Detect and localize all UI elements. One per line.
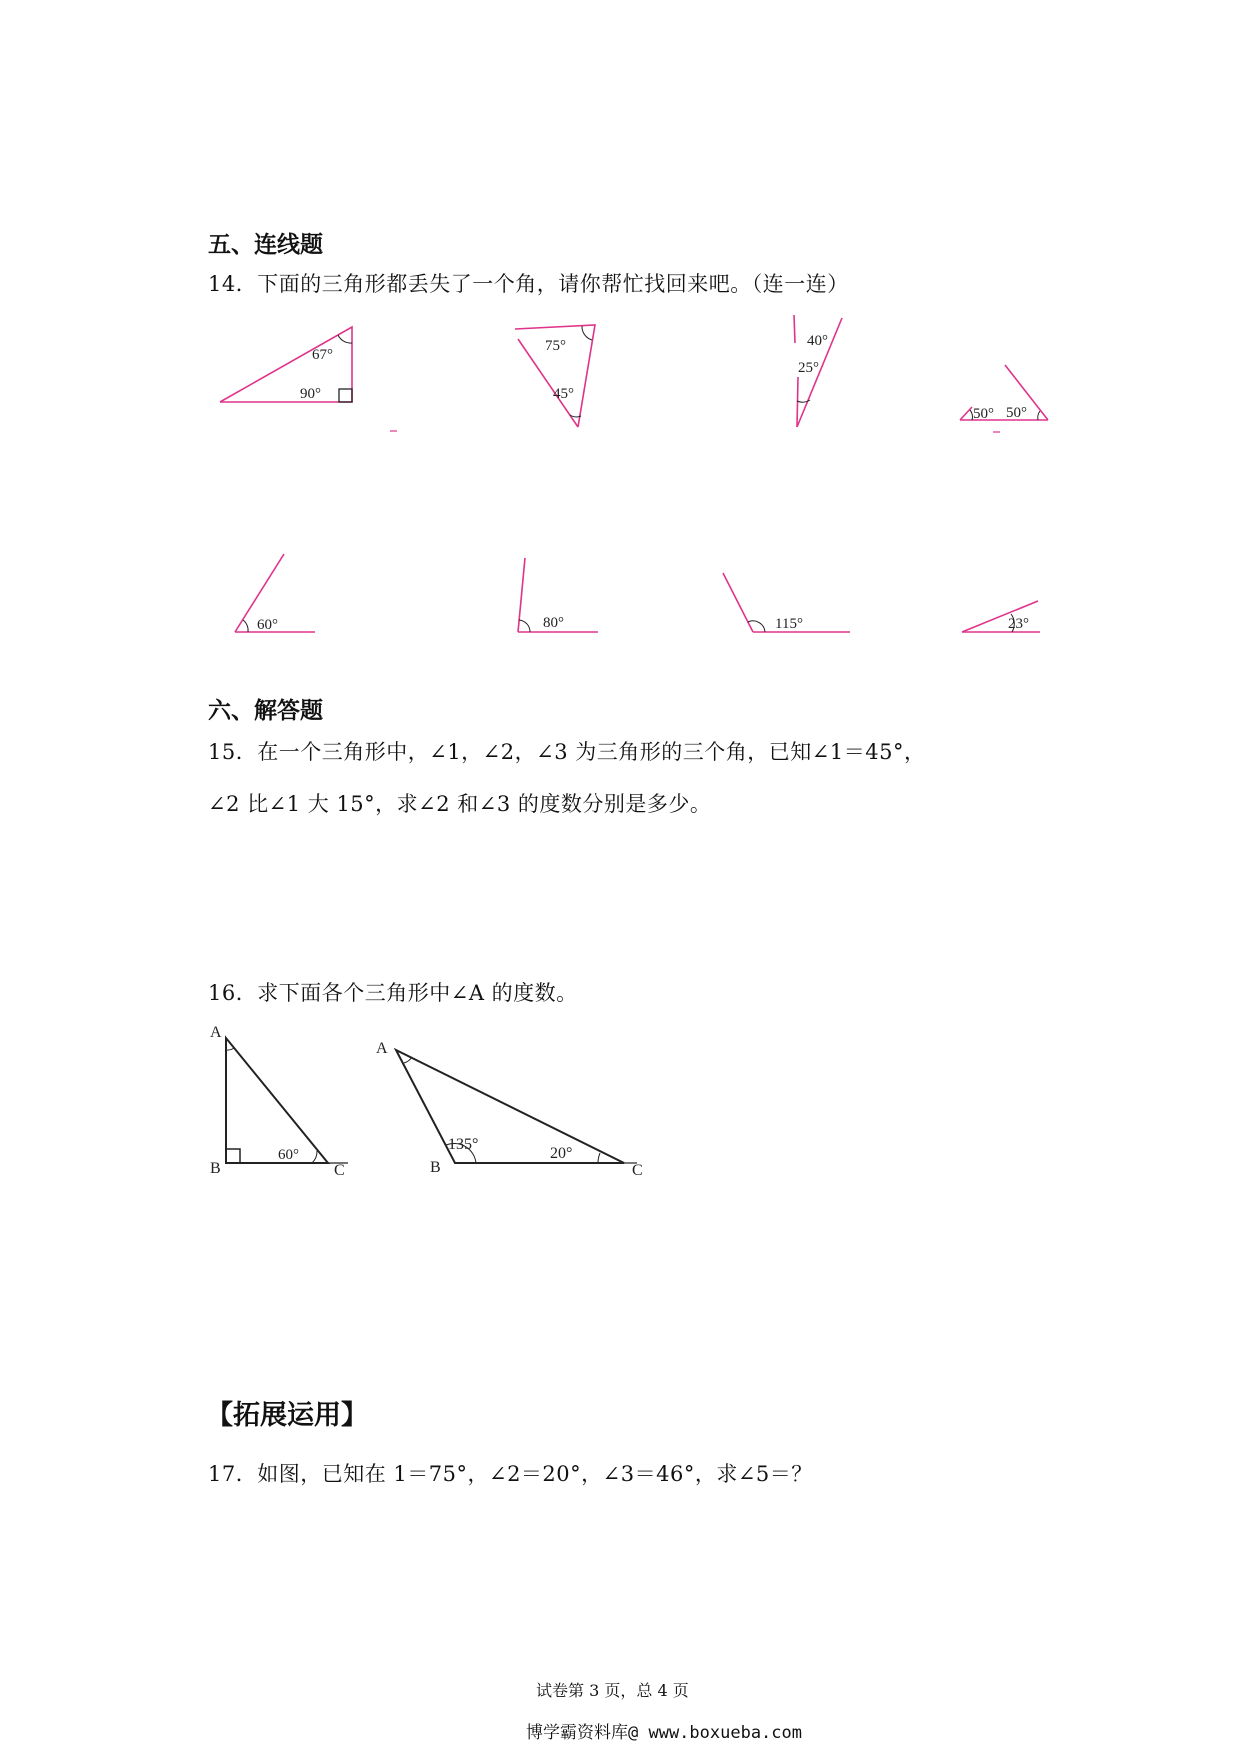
fig1-angle-c: 60° (278, 1147, 299, 1163)
extension-heading: 【拓展运用】 (206, 1400, 368, 1431)
triangle-4 (960, 365, 1048, 432)
fig2-angle-b: 135° (448, 1136, 479, 1153)
section-6-heading: 六、解答题 (208, 698, 323, 724)
question-15-line-2: ∠2 比∠1 大 15°，求∠2 和∠3 的度数分别是多少。 (208, 792, 712, 816)
broken-triangles-figure (200, 315, 1080, 435)
angle-1 (235, 554, 315, 633)
triangle-3-angle-b: 25° (798, 360, 819, 376)
fig2-vertex-b: B (430, 1159, 441, 1175)
question-17-text: 17．如图，已知在 1＝75°，∠2＝20°，∠3＝46°，求∠5＝？ (208, 1462, 813, 1486)
source-watermark: 博学霸资料库@ www.boxueba.com (526, 1723, 802, 1743)
angle-4-label: 23° (1008, 616, 1029, 632)
angle-2 (518, 558, 598, 632)
angle-1-label: 60° (257, 617, 278, 633)
fig2-angle-c: 20° (550, 1145, 573, 1162)
triangle-2-angle-a: 75° (545, 338, 566, 354)
fig1-vertex-c: C (334, 1162, 345, 1175)
triangle-1-angle-a: 67° (312, 347, 333, 363)
fig2-vertex-c: C (632, 1162, 643, 1175)
triangle-1-angle-b: 90° (300, 386, 321, 402)
question-16-figures (200, 1015, 660, 1175)
triangle-1 (220, 327, 397, 431)
page-number: 试卷第 3 页，总 4 页 (536, 1681, 689, 1700)
triangle-4-angle-a: 50° (973, 406, 994, 422)
triangle-4-angle-b: 50° (1006, 405, 1027, 421)
obtuse-triangle-figure (376, 1040, 643, 1175)
triangle-2 (515, 325, 595, 427)
triangle-3 (794, 315, 842, 427)
fig1-vertex-a: A (210, 1024, 222, 1041)
question-15-line-1: 15．在一个三角形中，∠1，∠2，∠3 为三角形的三个角，已知∠1＝45°， (208, 740, 926, 764)
fig2-vertex-a: A (376, 1040, 388, 1057)
fig1-vertex-b: B (210, 1160, 221, 1175)
angle-3-label: 115° (775, 616, 803, 632)
right-triangle-figure (210, 1024, 348, 1175)
question-14-text: 14．下面的三角形都丢失了一个角，请你帮忙找回来吧。（连一连） (208, 272, 849, 296)
loose-angles-figure (200, 540, 1080, 640)
angle-3 (723, 573, 850, 632)
angle-4 (962, 601, 1040, 632)
triangle-3-angle-a: 40° (807, 333, 828, 349)
section-5-heading: 五、连线题 (208, 232, 323, 258)
question-16-text: 16．求下面各个三角形中∠A 的度数。 (208, 981, 578, 1005)
triangle-2-angle-b: 45° (553, 386, 574, 402)
angle-2-label: 80° (543, 615, 564, 631)
